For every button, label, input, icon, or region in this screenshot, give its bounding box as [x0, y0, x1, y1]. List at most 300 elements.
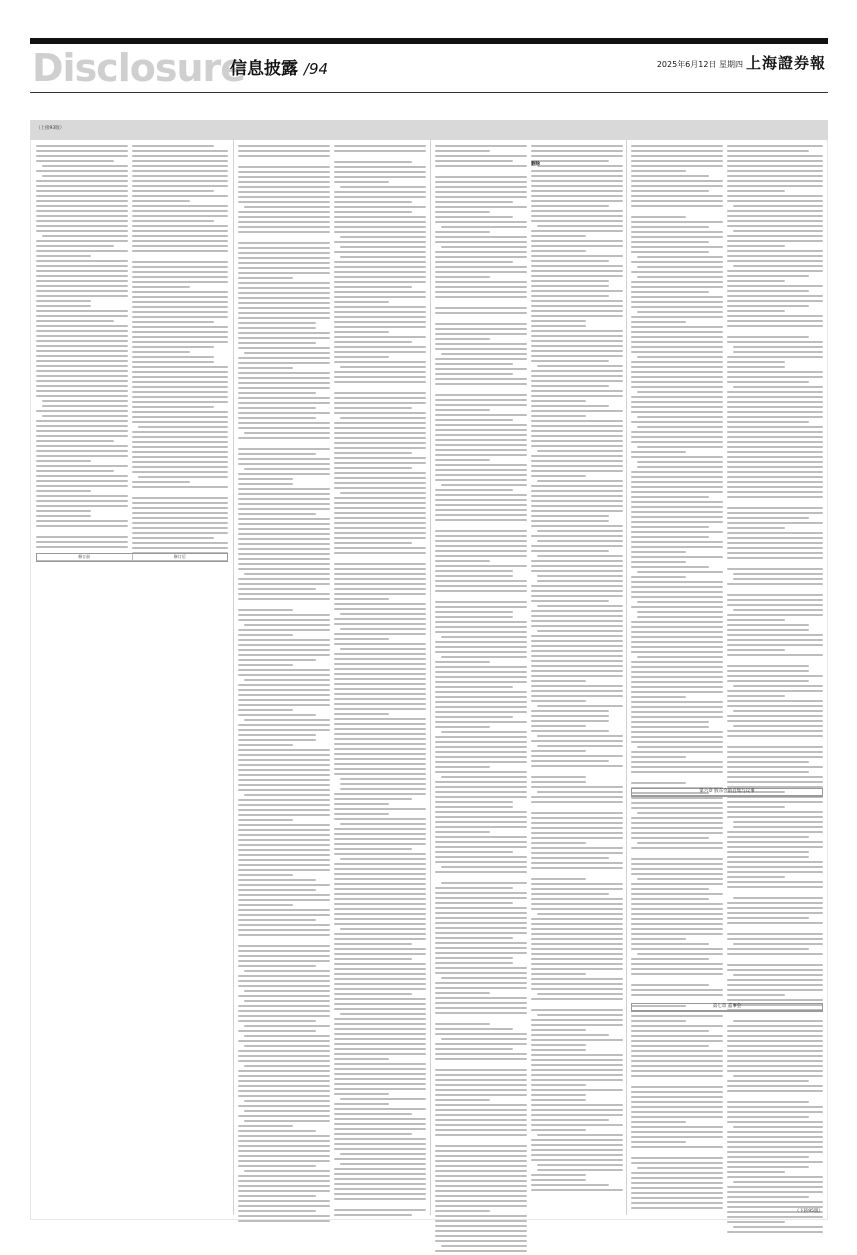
text-line — [238, 1155, 330, 1157]
text-line — [733, 386, 823, 388]
text-line — [531, 300, 623, 302]
text-line — [435, 291, 527, 293]
text-line — [531, 1039, 623, 1041]
text-line — [733, 265, 823, 267]
text-line — [435, 922, 527, 924]
text-line — [727, 746, 823, 748]
text-line — [238, 382, 330, 384]
text-line — [537, 530, 623, 532]
text-line — [36, 340, 128, 342]
text-line — [36, 215, 128, 217]
text-line — [727, 476, 823, 478]
text-line — [334, 953, 426, 955]
text-line — [132, 547, 228, 549]
text-line — [531, 695, 623, 697]
text-line — [727, 552, 823, 554]
text-line — [334, 1018, 426, 1020]
text-line — [531, 670, 623, 672]
text-line — [531, 280, 609, 282]
text-line — [334, 1093, 389, 1095]
text-line — [334, 763, 426, 765]
text-line — [733, 351, 823, 353]
text-line — [238, 297, 330, 299]
text-line — [334, 563, 426, 565]
text-line — [441, 484, 527, 486]
text-line — [238, 1075, 330, 1077]
text-line — [132, 507, 228, 509]
text-line — [238, 784, 330, 786]
text-line — [238, 402, 330, 404]
text-line — [334, 898, 426, 900]
text-line — [631, 626, 723, 628]
text-line — [334, 883, 426, 885]
text-line — [340, 186, 426, 188]
text-line — [727, 557, 823, 559]
text-line — [727, 1196, 809, 1198]
text-line — [727, 690, 823, 692]
text-line — [238, 769, 330, 771]
text-line — [334, 603, 426, 605]
text-line — [435, 601, 527, 603]
text-line — [435, 831, 490, 833]
text-line — [631, 1040, 723, 1042]
text-line — [334, 1148, 426, 1150]
text-line — [42, 415, 128, 417]
text-line — [727, 969, 823, 971]
text-line — [531, 260, 609, 262]
text-line — [531, 1149, 623, 1151]
text-line — [244, 206, 330, 208]
text-line — [238, 176, 330, 178]
text-line — [36, 520, 128, 522]
text-line — [334, 166, 426, 168]
text-line — [244, 990, 330, 992]
text-line — [631, 1055, 723, 1057]
text-line — [631, 1065, 723, 1067]
text-line — [727, 190, 785, 192]
text-line — [727, 165, 823, 167]
text-line — [36, 345, 128, 347]
text-line — [435, 251, 527, 253]
text-line — [435, 150, 490, 152]
text-line — [334, 1113, 412, 1115]
text-line — [727, 376, 823, 378]
text-line — [238, 754, 330, 756]
text-line — [435, 826, 527, 828]
text-line — [631, 822, 723, 824]
text-line — [727, 649, 785, 651]
text-line — [531, 345, 623, 347]
text-line — [334, 718, 426, 720]
text-line — [631, 1136, 723, 1138]
text-line — [435, 266, 527, 268]
text-line — [334, 1073, 426, 1075]
text-line — [631, 1146, 723, 1148]
text-line — [36, 210, 128, 212]
text-line — [531, 690, 623, 692]
text-line — [637, 461, 723, 463]
text-line — [36, 495, 128, 497]
text-line — [531, 988, 623, 990]
text-line — [132, 522, 228, 524]
text-line — [238, 538, 330, 540]
text-line — [36, 230, 128, 232]
text-line — [334, 1078, 426, 1080]
text-line — [733, 974, 823, 976]
text-line — [531, 943, 623, 945]
text-line — [727, 871, 823, 873]
text-line — [334, 331, 389, 333]
text-line — [334, 1058, 389, 1060]
text-line — [238, 619, 330, 621]
text-line — [36, 505, 128, 507]
text-line — [631, 216, 686, 218]
section-heading-block-2 — [631, 1000, 823, 1015]
text-line — [637, 391, 723, 393]
text-line — [727, 542, 823, 544]
text-line — [238, 533, 330, 535]
text-line — [334, 693, 426, 695]
text-line — [334, 467, 412, 469]
text-line — [531, 220, 623, 222]
text-line — [238, 287, 330, 289]
text-line — [727, 1060, 823, 1062]
text-line — [435, 856, 527, 858]
text-line — [334, 993, 412, 995]
text-line — [238, 196, 330, 198]
text-line — [531, 395, 623, 397]
text-line — [435, 261, 513, 263]
text-line — [238, 684, 330, 686]
text-line — [132, 235, 228, 237]
text-line — [631, 1177, 723, 1179]
text-line — [435, 256, 527, 258]
text-line — [631, 261, 723, 263]
text-line — [132, 351, 190, 353]
text-line — [334, 306, 426, 308]
text-line — [334, 798, 412, 800]
text-line — [435, 550, 527, 552]
text-line — [727, 866, 823, 868]
text-line — [435, 902, 513, 904]
text-line — [334, 1028, 426, 1030]
text-line — [631, 1086, 723, 1088]
text-line — [132, 195, 228, 197]
text-line — [727, 471, 823, 473]
text-line — [334, 432, 426, 434]
text-line — [435, 846, 527, 848]
text-line — [435, 681, 527, 683]
text-line — [238, 689, 330, 691]
text-line — [435, 992, 490, 994]
text-line — [531, 938, 623, 940]
section-heading-block — [631, 785, 823, 800]
text-line — [727, 175, 823, 177]
text-line — [132, 306, 228, 308]
text-line — [637, 276, 723, 278]
text-line — [727, 912, 823, 914]
text-line — [435, 504, 527, 506]
text-line — [727, 861, 823, 863]
text-line — [132, 321, 214, 323]
text-line — [334, 1043, 426, 1045]
text-line — [531, 485, 623, 487]
text-line — [631, 696, 686, 698]
text-line — [637, 616, 723, 618]
text-line — [631, 1121, 686, 1123]
text-line — [727, 305, 809, 307]
text-line — [132, 416, 228, 418]
text-line — [435, 479, 527, 481]
text-line — [733, 685, 823, 687]
text-line — [631, 666, 723, 668]
text-line — [727, 583, 823, 585]
text-line — [340, 648, 426, 650]
table-header-before: 修订前 — [37, 554, 133, 560]
text-line — [435, 1250, 527, 1252]
text-line — [727, 654, 823, 656]
text-line — [631, 1187, 723, 1189]
text-line — [132, 326, 228, 328]
text-line — [334, 1178, 426, 1180]
text-line — [334, 578, 426, 580]
text-line — [531, 832, 623, 834]
text-line — [727, 1025, 823, 1027]
text-line — [531, 315, 623, 317]
text-line — [727, 1216, 823, 1218]
text-line — [531, 1084, 586, 1086]
text-line — [531, 370, 623, 372]
text-line — [631, 551, 686, 553]
text-line — [334, 1123, 426, 1125]
text-line — [727, 902, 823, 904]
text-line — [132, 431, 228, 433]
text-line — [631, 195, 723, 197]
text-line — [435, 555, 527, 557]
text-line — [334, 638, 389, 640]
text-line — [334, 888, 426, 890]
text-line — [537, 450, 623, 452]
text-line — [244, 1110, 330, 1112]
text-line — [334, 1068, 426, 1070]
text-line — [631, 281, 723, 283]
text-line — [238, 844, 330, 846]
text-line — [631, 556, 723, 558]
text-line — [36, 510, 91, 512]
text-line — [238, 975, 330, 977]
text-line — [435, 236, 527, 238]
text-line — [435, 1190, 527, 1192]
text-line — [238, 1220, 330, 1222]
text-line — [334, 758, 426, 760]
text-line — [531, 852, 623, 854]
text-line — [435, 967, 527, 969]
text-line — [435, 611, 513, 613]
text-line — [238, 282, 330, 284]
text-line — [244, 1100, 330, 1102]
text-line — [531, 460, 623, 462]
text-line — [132, 361, 214, 363]
text-line — [334, 1023, 426, 1025]
text-line — [340, 246, 426, 248]
text-line — [631, 948, 723, 950]
text-line — [531, 842, 586, 844]
text-line — [435, 221, 527, 223]
text-line — [631, 226, 709, 228]
text-line — [531, 755, 623, 757]
text-line — [441, 882, 527, 884]
text-line — [36, 325, 128, 327]
text-line — [238, 914, 330, 916]
text-line — [334, 748, 426, 750]
text-line — [36, 200, 128, 202]
text-line — [631, 1060, 723, 1062]
text-line — [132, 215, 228, 217]
text-line — [334, 828, 426, 830]
text-line — [537, 791, 623, 793]
text-line — [727, 953, 823, 955]
text-line — [238, 201, 330, 203]
text-line — [238, 1125, 293, 1127]
text-line — [531, 827, 623, 829]
text-line — [727, 527, 785, 529]
text-line — [238, 463, 330, 465]
text-line — [334, 341, 412, 343]
text-line — [238, 377, 330, 379]
text-line — [435, 409, 490, 411]
text-line — [238, 1020, 316, 1022]
text-line — [631, 968, 723, 970]
text-line — [435, 489, 513, 491]
text-line — [531, 1069, 623, 1071]
text-line — [727, 619, 785, 621]
text-line — [435, 781, 527, 783]
text-line — [631, 1202, 723, 1204]
text-line — [334, 326, 426, 328]
content-top-band — [30, 120, 828, 140]
text-line — [238, 337, 330, 339]
text-line — [334, 573, 426, 575]
text-line — [631, 1101, 723, 1103]
text-line — [238, 171, 330, 173]
text-line — [531, 335, 623, 337]
masthead — [30, 44, 828, 92]
text-line — [334, 392, 426, 394]
text-line — [334, 221, 426, 223]
text-line — [334, 271, 426, 273]
text-line — [631, 396, 723, 398]
text-line — [531, 1179, 586, 1181]
text-line — [132, 150, 228, 152]
text-line — [36, 155, 128, 157]
text-line — [531, 1189, 623, 1191]
text-line — [531, 590, 623, 592]
text-line — [435, 404, 527, 406]
text-line — [36, 470, 114, 472]
text-line — [435, 201, 513, 203]
text-line — [727, 155, 823, 157]
text-line — [631, 531, 723, 533]
text-line — [435, 312, 527, 314]
text-line — [238, 854, 330, 856]
text-line — [531, 968, 623, 970]
text-line — [435, 348, 527, 350]
text-line — [238, 884, 330, 886]
text-line — [435, 947, 527, 949]
text-line — [238, 1215, 330, 1217]
text-line — [238, 145, 330, 147]
text-line — [36, 490, 91, 492]
text-line — [727, 1065, 823, 1067]
text-line — [435, 216, 513, 218]
text-line — [631, 301, 723, 303]
text-line — [631, 346, 723, 348]
text-line — [631, 1015, 723, 1017]
text-line — [727, 624, 809, 626]
text-line — [238, 804, 330, 806]
text-line — [531, 175, 623, 177]
text-line — [42, 405, 128, 407]
text-line — [334, 291, 426, 293]
text-line — [334, 1143, 426, 1145]
text-line — [631, 401, 723, 403]
text-line — [631, 847, 723, 849]
text-line — [334, 1209, 426, 1211]
text-line — [531, 1159, 623, 1161]
text-line — [631, 721, 709, 723]
text-line — [435, 626, 527, 628]
text-line — [334, 412, 426, 414]
text-line — [531, 837, 623, 839]
text-line — [537, 580, 623, 582]
text-line — [36, 335, 128, 337]
text-line — [727, 886, 823, 888]
text-line — [334, 918, 426, 920]
text-line — [435, 1002, 527, 1004]
text-line — [132, 266, 228, 268]
text-line — [727, 1176, 823, 1178]
text-line — [435, 1215, 527, 1217]
text-line — [531, 700, 586, 702]
text-line — [132, 180, 228, 182]
text-line — [132, 532, 228, 534]
text-line — [334, 703, 426, 705]
text-line — [132, 170, 228, 172]
text-line — [36, 225, 128, 227]
text-line — [238, 307, 330, 309]
text-line — [244, 468, 330, 470]
text-line — [238, 1200, 330, 1202]
text-line — [531, 1079, 623, 1081]
text-line — [531, 600, 609, 602]
text-line — [238, 407, 316, 409]
text-line — [531, 1059, 623, 1061]
text-line — [334, 978, 426, 980]
text-line — [531, 1054, 623, 1056]
text-line — [727, 381, 809, 383]
text-line — [631, 676, 723, 678]
text-line — [42, 175, 128, 177]
text-line — [36, 546, 128, 548]
text-line — [727, 275, 809, 277]
text-line — [334, 422, 426, 424]
text-line — [531, 903, 623, 905]
text-line — [238, 588, 316, 590]
text-line — [334, 673, 426, 675]
text-column-3b — [531, 145, 623, 1194]
text-line — [334, 276, 426, 278]
text-line — [238, 1135, 330, 1137]
